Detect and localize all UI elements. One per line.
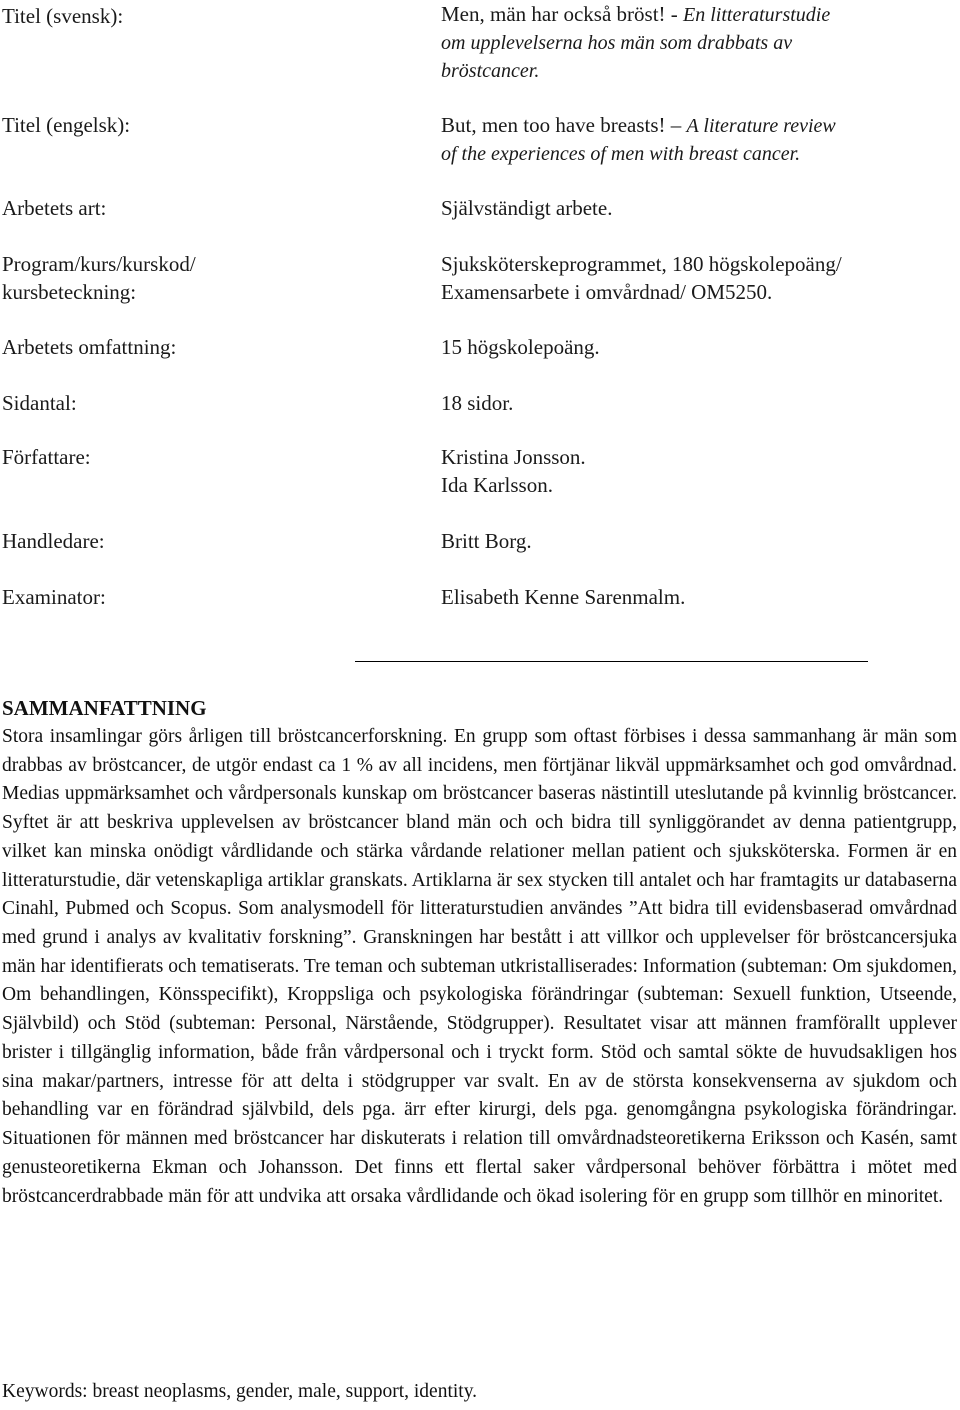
authors-value — [441, 443, 941, 499]
keywords: Keywords: breast neoplasms, gender, male, support, identity. — [2, 1381, 478, 1402]
abstract-heading: SAMMANFATTNING — [2, 696, 207, 720]
program-value — [441, 250, 941, 306]
pages-label: Sidantal: — [2, 391, 77, 415]
title-en-plain: But, men too have breasts! – — [441, 113, 687, 137]
program-value-1: Sjuksköterskeprogrammet, 180 högskolepoäng/ — [441, 252, 842, 276]
abstract-body: Stora insamlingar görs årligen till bröstcancerforskning. En grupp som oftast förbises i dessa sammanhang är män som drabbas av bröstcancer, de utgör endast ca 1 % av all incidens, men förtjänar likväl uppmärksamhet och god omvårdnad. Medias uppmärksamhet och vårdpersonals kunskap om bröstcancer baseras nästintill uteslutande på kvinnlig bröstcancer. Syftet är att beskriva upplevelsen av bröstcancer bland män och och bidra till synliggörandet av denna patientgrupp, vilket kan minska onödigt vårdlidande och stärka vårdande relationer mellan patient och sjuksköterska. Formen är en litteraturstudie, där vetenskapliga artiklar granskats. Artiklarna är sex stycken till antalet och har framtagits ur databaserna Cinahl, Pubmed och Scopus. Som analysmodell för litteraturstudien användes ”Att bidra till evidensbaserad omvårdnad med grund i analys av kvalitativ forskning”. Granskningen har bestått i att villkor och upplevelser för bröstcancersjuka män har identifierats och tematiserats. Tre teman och subteman utkristalliserades: Information (subteman: Om sjukdomen, Om behandlingen, Könsspecifikt), Kroppsliga och psykologiska förändringar (subteman: Sexuell funktion, Utseende, Självbild) och Stöd (subteman: Personal, Närstående, Stödgrupper). Resultatet visar att männen framförallt upplever brister i tillgänglig information, både från vårdpersonal och i tryckt form. Stöd och samtal sökte de huvudsakligen hos sina makar/partners, intresse för att delta i stödgrupper var svalt. En av de största konsekvenserna av sjukdom och behandling var en förändrad självbild, dels pga. ärr efter kirurgi, dels pga. genomgångna psykologiska förändringar. Situationen för männen med bröstcancer har diskuterats i relation till omvårdnadsteoretikerna Eriksson och Kasén, samt genusteoretikerna Ekman och Johansson. Det finns ett flertal saker vårdpersonal behöver förbättra i mötet med bröstcancerdrabbade män för att undvika att orsaka vårdlidande och ökad isolering för en grupp som tillhör en minoritet. — [2, 726, 957, 1207]
title-sv-label: Titel (svensk): — [2, 4, 124, 28]
author-1: Kristina Jonsson. — [441, 445, 586, 469]
title-en-italic-1: A literature review — [686, 115, 836, 137]
scope-label: Arbetets omfattning: — [2, 335, 177, 359]
title-sv-italic-3: bröstcancer. — [441, 60, 540, 82]
supervisor-value: Britt Borg. — [441, 529, 532, 553]
title-en-italic-2: of the experiences of men with breast cancer. — [441, 143, 801, 165]
type-value: Självständigt arbete. — [441, 196, 613, 220]
pages-value: 18 sidor. — [441, 391, 514, 415]
title-sv-plain: Men, män har också bröst! - — [441, 2, 684, 26]
examiner-value: Elisabeth Kenne Sarenmalm. — [441, 585, 686, 609]
title-sv-italic-2: om upplevelserna hos män som drabbats av — [441, 32, 793, 54]
program-label-2: kursbeteckning: — [2, 280, 137, 304]
title-sv-italic-1: En litteraturstudie — [683, 4, 831, 26]
examiner-label: Examinator: — [2, 585, 106, 609]
title-sv-value — [441, 0, 941, 85]
program-label — [2, 250, 402, 306]
section-divider — [355, 661, 868, 662]
author-2: Ida Karlsson. — [441, 473, 553, 497]
title-en-label: Titel (engelsk): — [2, 113, 131, 137]
type-label: Arbetets art: — [2, 196, 107, 220]
authors-label: Författare: — [2, 445, 91, 469]
program-label-1: Program/kurs/kurskod/ — [2, 252, 196, 276]
program-value-2: Examensarbete i omvårdnad/ OM5250. — [441, 280, 773, 304]
title-en-value — [441, 111, 941, 168]
scope-value: 15 högskolepoäng. — [441, 335, 600, 359]
supervisor-label: Handledare: — [2, 529, 105, 553]
